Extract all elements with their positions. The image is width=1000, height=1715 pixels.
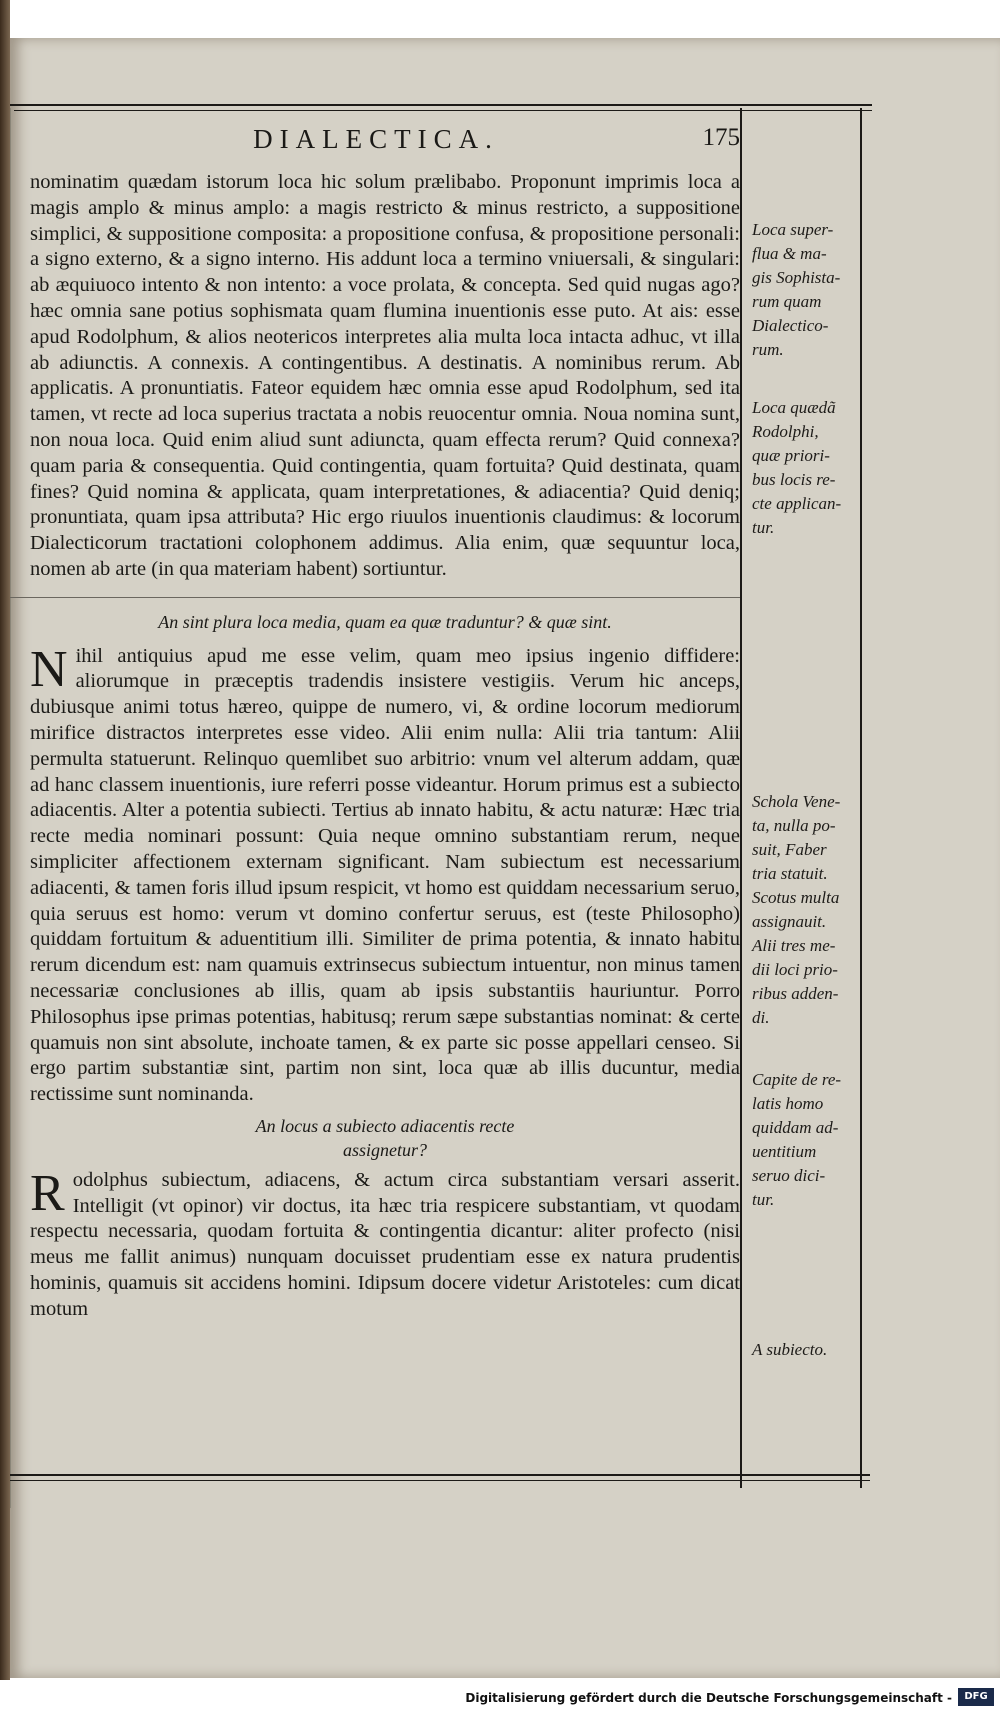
marginal-note-1 bbox=[752, 218, 864, 362]
bottom-rule bbox=[10, 1474, 870, 1476]
marginal-note-line: ribus adden- bbox=[752, 984, 839, 1003]
digitization-footer bbox=[0, 1683, 1000, 1715]
marginal-note-line: di. bbox=[752, 1008, 770, 1027]
header-rule bbox=[10, 104, 872, 106]
marginal-note-line: assignauit. bbox=[752, 912, 827, 931]
bottom-rule-thin bbox=[10, 1480, 870, 1481]
marginal-note-line: tur. bbox=[752, 1190, 775, 1209]
page-number: 175 bbox=[702, 124, 740, 151]
dfg-logo: DFG bbox=[958, 1688, 994, 1706]
marginal-note-line: quæ priori- bbox=[752, 446, 830, 465]
marginal-note-line: seruo dici- bbox=[752, 1166, 826, 1185]
section-heading-2 bbox=[30, 1114, 740, 1162]
marginal-note-line: dii loci prio- bbox=[752, 960, 838, 979]
marginal-note-line: Capite de re- bbox=[752, 1070, 842, 1089]
marginal-note-3 bbox=[752, 790, 864, 1030]
funding-credit: Digitalisierung gefördert durch die Deutsche Forschungsgemeinschaft - bbox=[465, 1691, 952, 1705]
running-head: DIALECTICA. bbox=[253, 124, 499, 154]
main-text-column bbox=[30, 170, 740, 1323]
marginal-note-line: ta, nulla po- bbox=[752, 816, 836, 835]
marginal-note-line: quiddam ad- bbox=[752, 1118, 839, 1137]
marginal-note-line: latis homo bbox=[752, 1094, 824, 1113]
marginal-note-line: flua & ma- bbox=[752, 244, 827, 263]
marginal-note-line: rum. bbox=[752, 340, 784, 359]
marginal-note-line: cte applican- bbox=[752, 494, 842, 513]
marginal-note-line: A subiecto. bbox=[752, 1340, 828, 1359]
paragraph-1: nominatim quædam istorum loca hic solum prælibabo. Proponunt imprimis loca a magis amplo & minus amplo: a magis restricto & minus restricto, a suppositione simplici, & suppositione composita: a propositione confusa, & propositione personali: a signo externo, & a signo interno. His addunt loca a termino vniuersali, & singulari: ab æquiuoco intento & non intento: a voce prolata, & concepta. Sed quid nugas ago? hæc omnia sane potius sophismata quam flumina inuentionis esse puto. At ais: esse apud Rodolphum, & alios neotericos interpretes alia multa loca intacta adhuc, vt illa ab adiunctis. A connexis. A contingentibus. A destinatis. A nominibus rerum. Ab applicatis. A pronuntiatis. Fateor equidem hæc omnia esse apud Rodolphum, sed ita tamen, vt recte ad loca superius tractata a nobis reuocentur omnia. Noua nomina sunt, non noua loca. Quid enim aliud sunt adiuncta, quam effecta rerum? Quid connexa? quam paria & consequentia. Quid contingentia, quam fortuita? Quid destinata, quam fines? Quid nomina & applicata, quam interpretationes, & adiacentia? Quid deniq; pronuntiata, quam ipsa attributa? Hic ergo riuulos inuentionis claudimus: & locorum Dialecticorum tractationi colophonem addimus. Alia enim, quæ sequuntur loca, nomen ab arte (in qua materiam habent) sortiuntur. bbox=[30, 171, 740, 580]
marginal-note-5 bbox=[752, 1338, 864, 1362]
paragraph-2: Nihil antiquius apud me esse velim, quam meo ipsius ingenio diffidere: aliorumque in præceptis tradendis insistere vestigiis. Verum hic anceps, dubiusque animi totus hæreo, quippe de numero, vi, & ordine locorum mediorum mirifice distractos interpretes esse video. Alii enim nulla: Alii tria tantum: Alii permulta statuerunt. Relinquo quemlibet suo arbitrio: vnum vel alterum addam, quæ ad hanc classem inuentionis, iure referri posse videantur. Horum primus est a subiecto adiacentis. Alter a potentia subiecti. Tertius ab innato habitu, & actu naturæ: Hæc tria recte media nominari possunt: Quia neque omnino substantiam rerum, neque simpliciter affectionem externam significant. Nam subiectum est necessarium adiacenti, & tamen foris illud ipsum respicit, vt homo est quiddam necessarium seruo, quia seruus est homo: verum vt domino confertur seruus, est (teste Philosopho) quiddam fortuitum & aduentitium illi. Similiter de prima potentia, & innato habitu rerum dicendum est: nam quamuis extrinsecus subiectum intuentur, non minus tamen necessariæ conclusiones ab illis, quam ab ipsis substantiis hauriuntur. Porro Philosophus ipse primas potentias, habitusq; rerum sæpe substantias nominat: & certe quamuis non sint absolute, inchoate tamen, & ex parte sic posse appellari censeo. Si ergo partim substantiæ sint, partim non sint, loca quæ ab illis ducuntur, media rectissime sunt nominanda. bbox=[30, 640, 740, 1106]
marginal-note-line: Alii tres me- bbox=[752, 936, 836, 955]
margin-column-left-rule bbox=[740, 108, 742, 1488]
marginal-note-line: Rodolphi, bbox=[752, 422, 819, 441]
marginal-note-line: Loca super- bbox=[752, 220, 834, 239]
marginal-note-line: Dialectico- bbox=[752, 316, 829, 335]
paragraph-3: Rodolphus subiectum, adiacens, & actum circa substantiam versari asserit. Intelligit (vt opinor) vir doctus, ita hæc tria respicere substantiam, vt quodam respectu necessaria, quodam fortuita & contingentia dicantur: aliter profecto (nisi meus me fallit animus) nunquam docuisset prudentiam esse ex natura prudentis hominis, quamuis sit accidens homini. Idipsum docere videtur Aristoteles: cum dicat motum bbox=[30, 1164, 740, 1320]
header-rule-thin bbox=[14, 110, 872, 111]
marginal-note-line: Schola Vene- bbox=[752, 792, 841, 811]
marginal-note-line: tria statuit. bbox=[752, 864, 828, 883]
marginal-note-4 bbox=[752, 1068, 864, 1212]
section-divider bbox=[10, 597, 740, 598]
marginal-note-line: gis Sophista- bbox=[752, 268, 841, 287]
marginal-note-2 bbox=[752, 396, 864, 540]
marginal-note-line: Scotus multa bbox=[752, 888, 840, 907]
marginal-note-line: Loca quædã bbox=[752, 398, 836, 417]
book-page bbox=[10, 38, 1000, 1678]
marginal-note-line: uentitium bbox=[752, 1142, 817, 1161]
section-heading-2-line2: assignetur? bbox=[342, 1139, 427, 1160]
section-heading-2-line1: An locus a subiecto adiacentis recte bbox=[255, 1115, 515, 1136]
scan-edge bbox=[0, 0, 10, 1680]
text-left-rule bbox=[10, 108, 11, 1508]
section-heading-1: An sint plura loca media, quam ea quæ traduntur? & quæ sint. bbox=[158, 611, 612, 632]
marginal-note-line: rum quam bbox=[752, 292, 822, 311]
marginal-note-line: suit, Faber bbox=[752, 840, 827, 859]
marginal-note-line: tur. bbox=[752, 518, 775, 537]
marginal-note-line: bus locis re- bbox=[752, 470, 836, 489]
